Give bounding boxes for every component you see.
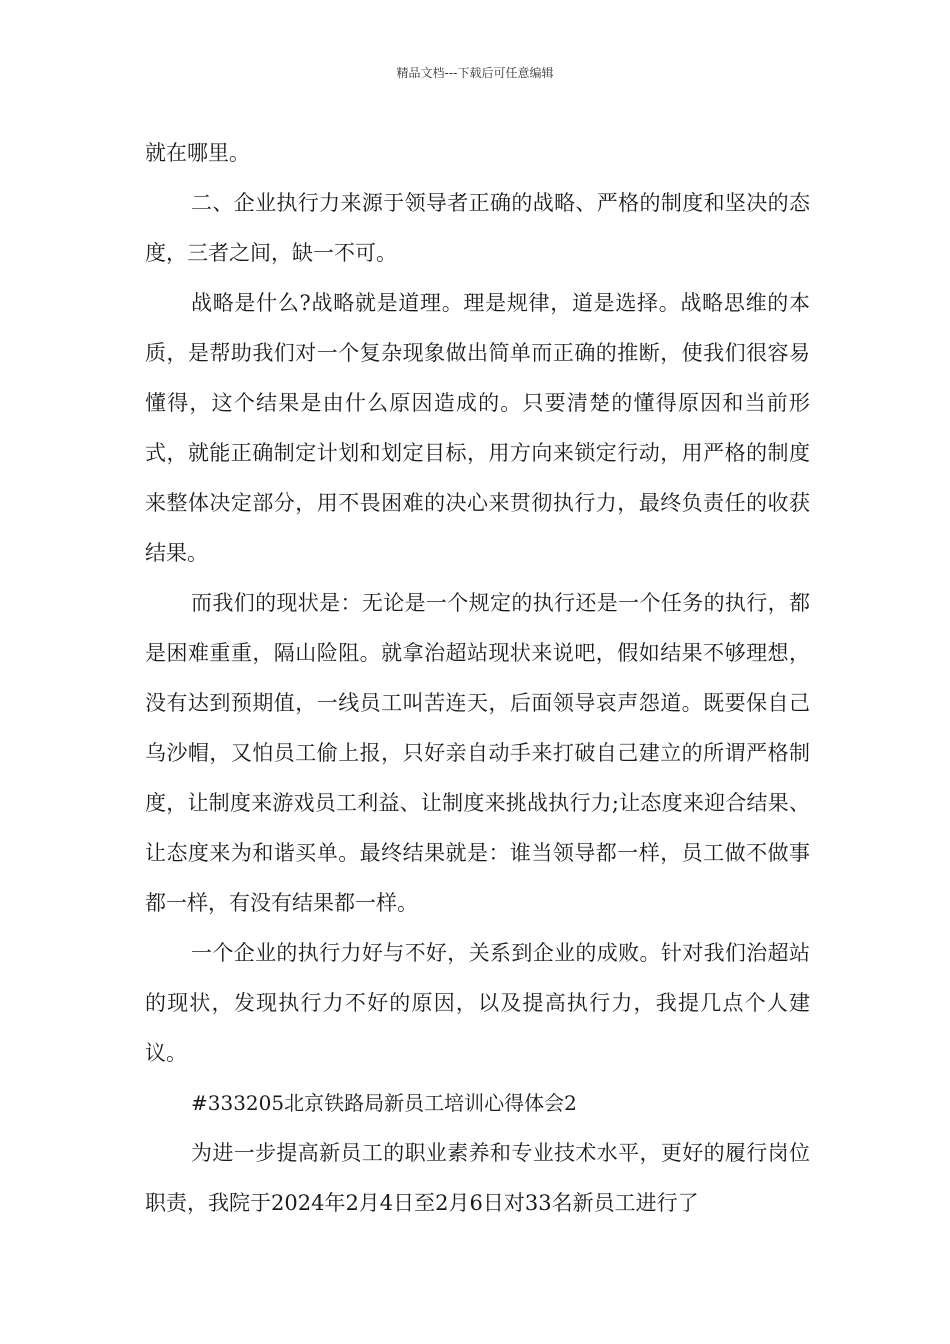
page-header: 精品文档---下载后可任意编辑	[396, 66, 554, 80]
paragraph-5: 一个企业的执行力好与不好，关系到企业的成败。针对我们治超站的现状，发现执行力不好的原因，以及提高执行力，我提几点个人建议。	[145, 941, 810, 1065]
section-heading: #333205北京铁路局新员工培训心得体会2	[191, 1091, 577, 1115]
paragraph-1: 就在哪里。	[145, 141, 250, 165]
paragraph-4: 而我们的现状是：无论是一个规定的执行还是一个任务的执行，都是困难重重，隔山险阻。就拿治超站现状来说吧，假如结果不够理想，没有达到预期值，一线员工叫苦连天，后面领导哀声怨道。既要保自己乌沙帽，又怕员工偷上报，只好亲自动手来打破自己建立的所谓严格制度，让制度来游戏员工利益、让制度来挑战执行力;让态度来迎合结果、让态度来为和谐买单。最终结果就是：谁当领导都一样，员工做不做事都一样，有没有结果都一样。	[145, 591, 810, 915]
document-body	[145, 128, 810, 1228]
paragraph-6: 为进一步提高新员工的职业素养和专业技术水平，更好的履行岗位职责，我院于2024年2月4日至2月6日对33名新员工进行了	[145, 1141, 810, 1215]
paragraph-2: 二、企业执行力来源于领导者正确的战略、严格的制度和坚决的态度，三者之间，缺一不可。	[145, 191, 810, 265]
paragraph-3: 战略是什么?战略就是道理。理是规律，道是选择。战略思维的本质，是帮助我们对一个复杂现象做出简单而正确的推断，使我们很容易懂得，这个结果是由什么原因造成的。只要清楚的懂得原因和当前形式，就能正确制定计划和划定目标，用方向来锁定行动，用严格的制度来整体决定部分，用不畏困难的决心来贯彻执行力，最终负责任的收获结果。	[145, 291, 810, 565]
